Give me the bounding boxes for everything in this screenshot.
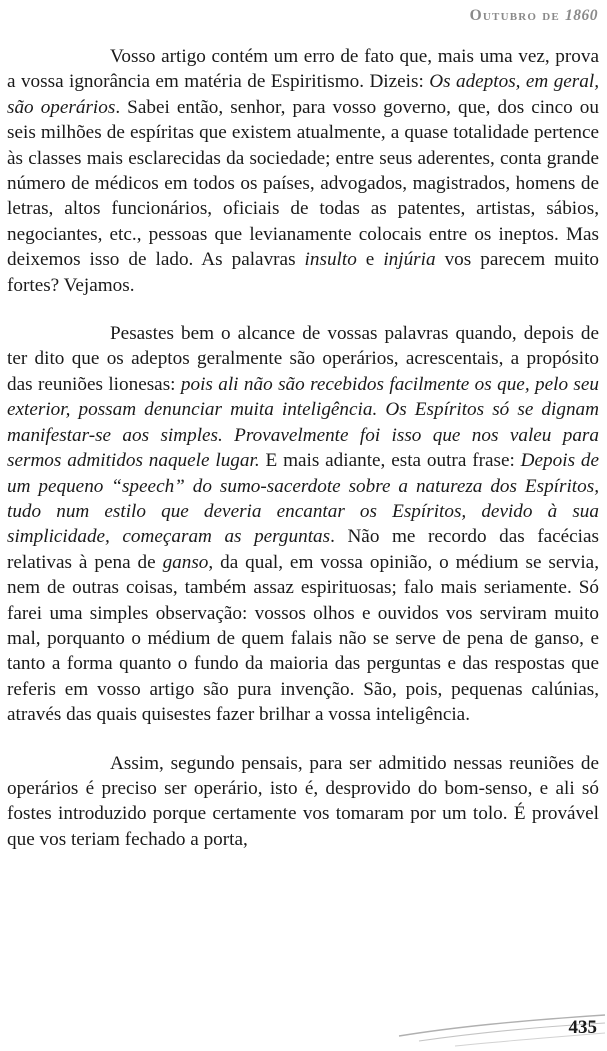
text-run: Pesastes bem o alcance de vossas palavras quando, depois de ter dito que os adeptos geralmente são operários, acrescentais, a propósito das reuniões lionesas:: [7, 323, 599, 395]
header-month: Outubro de: [469, 7, 560, 24]
text-run: E mais adiante, esta outra frase:: [259, 450, 521, 472]
text-run: , da qual, em vossa opinião, o médium se servia, nem de outras coisas, também assaz espirituosas; falo mais seriamente. Só farei uma simples observação: vossos olhos e ouvidos vos serviram muito mal, porquanto o médium de quem falais não se serve de pena de ganso, e tanto a forma quanto o fundo da maioria das perguntas e das respostas que referis em vosso artigo são pura invenção. São, pois, pequenas calúnias, através das quais quisestes fazer brilhar a vossa inteligência.: [7, 551, 599, 726]
body-text: [7, 44, 599, 852]
paragraph-1: [7, 44, 599, 298]
italic-run: injúria: [383, 249, 436, 271]
text-run: Assim, segundo pensais, para ser admitido nessas reuniões de operários é preciso ser operário, isto é, desprovido do bom-senso, e ali só fostes introduzido porque certamente vos tomaram por um tolo. É provável que vos teriam fechado a porta,: [7, 752, 599, 850]
italic-run: insulto: [304, 249, 357, 271]
italic-run: ganso: [162, 551, 209, 573]
text-run: vos parecem muito fortes? Vejamos.: [7, 249, 599, 296]
text-run: e: [356, 249, 384, 271]
italic-run: Depois de um pequeno “speech” do sumo-sacerdote sobre a natureza dos Espíritos, tudo num estilo que deveria encantar os Espíritos, devido à sua simplicidade, começaram as perguntas: [7, 450, 599, 548]
page-number: 435: [568, 1017, 597, 1038]
page-footer: [395, 1003, 607, 1051]
text-run: . Não me recordo das facécias relativas à pena de: [7, 526, 599, 573]
italic-run: Os adeptos, em geral, são operários: [7, 71, 599, 118]
paragraph-3: [7, 751, 599, 853]
running-header: [470, 7, 598, 25]
paragraph-2: [7, 321, 599, 728]
italic-run: pois ali não são recebidos facilmente os que, pelo seu exterior, possam denunciar muita inteligência. Os Espíritos só se dignam manifestar-se aos simples. Provavelmente foi isso que nos valeu para sermos admitidos naquele lugar.: [7, 373, 599, 472]
text-run: Vosso artigo contém um erro de fato que, mais uma vez, prova a vossa ignorância em matéria de Espiritismo. Dizeis:: [7, 46, 599, 93]
header-year: 1860: [565, 7, 598, 24]
text-run: . Sabei então, senhor, para vosso governo, que, dos cinco ou seis milhões de espíritas que existem atualmente, a quase totalidade pertence às classes mais esclarecidas da sociedade; entre seus aderentes, conta grande número de médicos em todos os países, advogados, magistrados, homens de letras, altos funcionários, oficiais de todas as patentes, artistas, sábios, negociantes, etc., pessoas que levianamente colocais entre os ineptos. Mas deixemos isso de lado. As palavras: [7, 96, 599, 271]
